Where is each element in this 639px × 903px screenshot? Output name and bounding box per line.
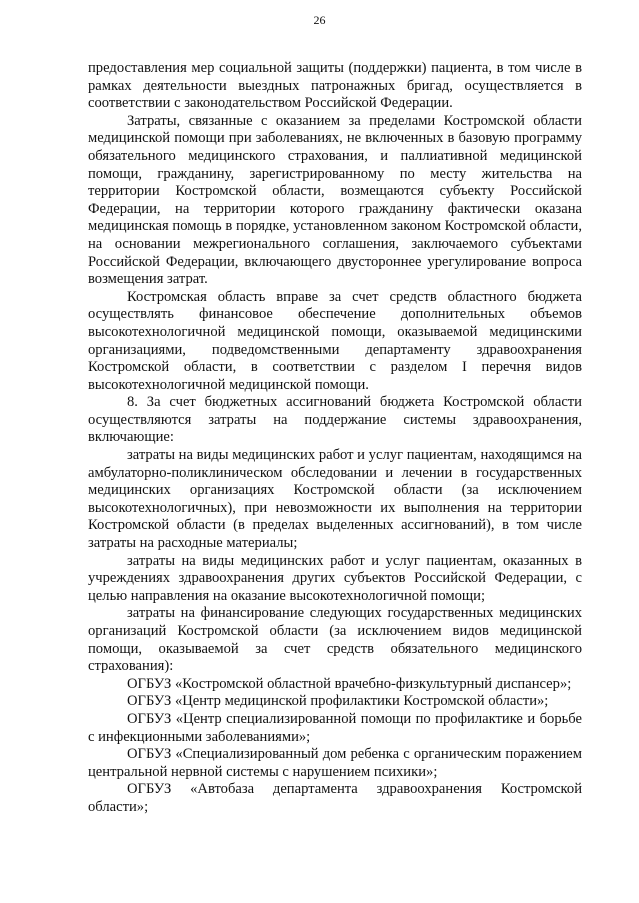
- paragraph: ОГБУЗ «Центр специализированной помощи по профилактике и борьбе с инфекционными заболеваниями»;: [88, 710, 582, 745]
- paragraph: затраты на виды медицинских работ и услуг пациентам, оказанных в учреждениях здравоохранения других субъектов Российской Федерации, с целью направления на оказание высокотехнологичной помощи;: [88, 552, 582, 604]
- page-number: 26: [313, 13, 326, 27]
- paragraph: 8. За счет бюджетных ассигнований бюджета Костромской области осуществляются затраты на поддержание системы здравоохранения, включающие:: [88, 394, 582, 446]
- paragraph: затраты на финансирование следующих государственных медицинских организаций Костромской области (за исключением видов медицинской помощи, оказываемой за счет средств обязательного медицинского страхования):: [88, 605, 582, 675]
- paragraph: затраты на виды медицинских работ и услуг пациентам, находящимся на амбулаторно-поликлиническом обследовании и лечении в государственных медицинских организациях Костромской области (за исключением высокотехнологичных), при невозможности их выполнения на территории Костромской области (в пределах выделенных ассигнований), в том числе затраты на расходные материалы;: [88, 447, 582, 552]
- paragraph: ОГБУЗ «Автобаза департамента здравоохранения Костромской области»;: [88, 781, 582, 815]
- paragraph: Костромская область вправе за счет средств областного бюджета осуществлять финансовое обеспечение дополнительных объемов высокотехнологичной медицинской помощи, оказываемой медицинскими организациями, подведомственными департаменту здравоохранения Костромской области, в соответствии с разделом I перечня видов высокотехнологичной медицинской помощи.: [88, 288, 582, 393]
- paragraph: ОГБУЗ «Центр медицинской профилактики Костромской области»;: [127, 693, 549, 710]
- paragraph: Затраты, связанные с оказанием за пределами Костромской области медицинской помощи при заболеваниях, не включенных в базовую программу обязательного медицинского страхования, и паллиативной медицинской помощи, гражданину, зарегистрированному по месту жительства на территории Костромской области, возмещаются субъекту Российской Федерации, на территории которого гражданину фактически оказана медицинская помощь в порядке, установленном законом Костромской области, на основании межрегионального соглашения, заключаемого субъектами Российской Федерации, включающего двустороннее урегулирование вопроса возмещения затрат.: [88, 112, 582, 288]
- paragraph: ОГБУЗ «Специализированный дом ребенка с органическим поражением центральной нервной системы с нарушением психики»;: [88, 746, 582, 780]
- document-body: [88, 60, 582, 817]
- paragraph: предоставления мер социальной защиты (поддержки) пациента, в том числе в рамках деятельности выездных патронажных бригад, осуществляется в соответствии с законодательством Российской Федерации.: [88, 60, 582, 112]
- paragraph: ОГБУЗ «Костромской областной врачебно-физкультурный диспансер»;: [127, 675, 572, 692]
